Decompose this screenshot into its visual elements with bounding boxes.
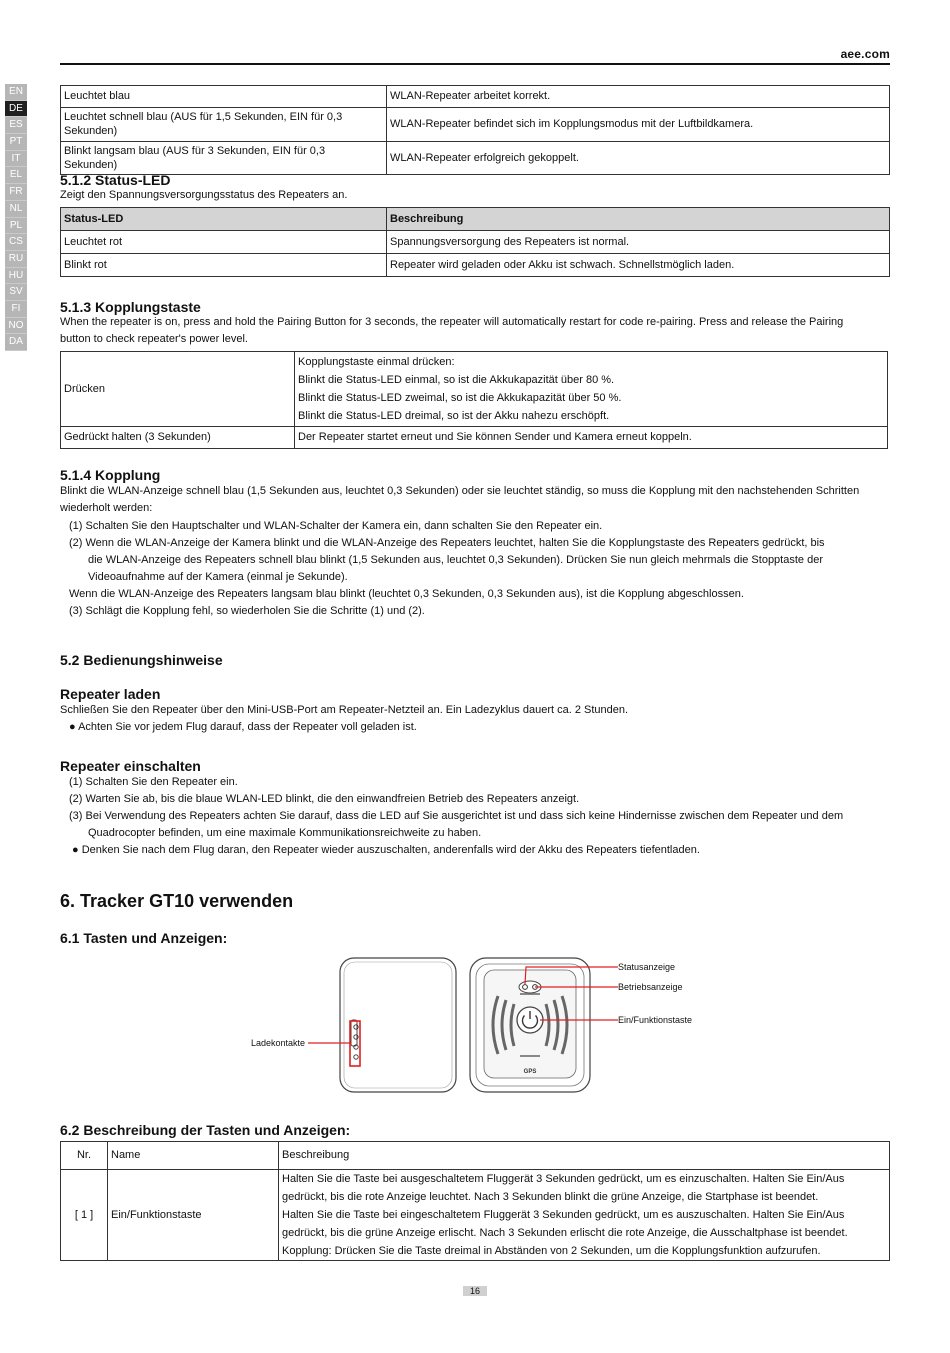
table-row: [61, 231, 890, 254]
table-cell: Gedrückt halten (3 Sekunden): [61, 427, 295, 449]
lang-tab-de[interactable]: DE: [5, 101, 27, 118]
table-row: [61, 141, 890, 175]
charging-body: [60, 702, 900, 736]
table-row: [61, 352, 888, 427]
status-indicator-label: Statusanzeige: [618, 962, 676, 972]
text-line: When the repeater is on, press and hold the Pairing Button for 3 seconds, the repeater will automatically restart for code re-pairing. Press and release the Pairing: [60, 316, 844, 328]
section-title-6-1: 6.1 Tasten und Anzeigen:: [60, 930, 228, 946]
step-3-cont: Quadrocopter befinden, um eine maximale Kommunikationsreichweite zu haben.: [88, 827, 482, 839]
lang-tab-el[interactable]: EL: [5, 167, 27, 184]
step-2-cont: Videoaufnahme auf der Kamera (einmal je Sekunde).: [88, 571, 348, 583]
table-cell: WLAN-Repeater befindet sich im Kopplungsmodus mit der Luftbildkamera.: [387, 108, 890, 142]
text-line: button to check repeater's power level.: [60, 333, 248, 345]
tracker-diagram: [230, 952, 710, 1100]
bullet-item: ● Denken Sie nach dem Flug daran, den Repeater wieder auszuschalten, anderenfalls wird der Akku des Repeaters tiefentladen.: [72, 844, 700, 856]
table-cell: Leuchtet blau: [61, 86, 387, 108]
table-row: [61, 1170, 890, 1261]
table-cell: Repeater wird geladen oder Akku ist schwach. Schnellstmöglich laden.: [387, 254, 890, 277]
lang-tab-fr[interactable]: FR: [5, 184, 27, 201]
text-line: Blinkt die WLAN-Anzeige schnell blau (1,5 Sekunden aus, leuchtet 0,3 Sekunden) oder sie leuchtet ständig, so muss die Kopplung mit den nachstehenden Schritten: [60, 485, 860, 497]
text-line: Blinkt die Status-LED einmal, so ist die Akkukapazität über 80 %.: [298, 374, 615, 386]
column-header: Nr.: [61, 1142, 108, 1170]
lang-tab-hu[interactable]: HU: [5, 268, 27, 285]
step-2: (2) Warten Sie ab, bis die blaue WLAN-LED blinkt, die den einwandfreien Betrieb des Repeaters anzeigt.: [69, 793, 580, 805]
text-line: Kopplungstaste einmal drücken:: [298, 356, 455, 368]
power-on-body: [60, 774, 900, 859]
buttons-table: [60, 1141, 890, 1261]
table-header-row: [61, 208, 890, 231]
column-header: Beschreibung: [387, 208, 890, 231]
section-intro: Zeigt den Spannungsversorgungsstatus des Repeaters an.: [60, 189, 348, 201]
step-3: (3) Schlägt die Kopplung fehl, so wiederholen Sie die Schritte (1) und (2).: [69, 605, 425, 617]
power-button-label: Ein/Funktionstaste: [618, 1015, 693, 1025]
section-title-5-1-2: 5.1.2 Status-LED: [60, 172, 171, 188]
table-cell: Leuchtet schnell blau (AUS für 1,5 Sekunden, EIN für 0,3 Sekunden): [61, 108, 387, 142]
lang-tab-sv[interactable]: SV: [5, 284, 27, 301]
lang-tab-pt[interactable]: PT: [5, 134, 27, 151]
chapter-title-6: 6. Tracker GT10 verwenden: [60, 891, 294, 911]
column-header: Name: [108, 1142, 279, 1170]
lang-tab-it[interactable]: IT: [5, 151, 27, 168]
header-rule: [60, 63, 890, 65]
table-cell: Blinkt langsam blau (AUS für 3 Sekunden, EIN für 0,3 Sekunden): [61, 141, 387, 175]
wifi-led-table: [60, 85, 890, 175]
lang-tab-pl[interactable]: PL: [5, 218, 27, 235]
table-cell: Drücken: [61, 352, 295, 427]
pairing-note: Wenn die WLAN-Anzeige des Repeaters langsam blau blinkt (leuchtet 0,3 Sekunden, 0,3 Sekunden aus), ist die Kopplung abgeschlossen.: [69, 588, 744, 600]
text-line: Kopplung: Drücken Sie die Taste dreimal in Abständen von 2 Sekunden, um die Kopplungsfunktion aufzurufen.: [282, 1245, 821, 1257]
lang-tab-nl[interactable]: NL: [5, 201, 27, 218]
operation-indicator-label: Betriebsanzeige: [618, 982, 683, 992]
language-tabs: [5, 84, 27, 351]
table-row: [61, 86, 890, 108]
pairing-button-table: [60, 351, 888, 449]
lang-tab-no[interactable]: NO: [5, 318, 27, 335]
text-line: Halten Sie die Taste bei eingeschaltetem Fluggerät 3 Sekunden gedrückt, um es auszuschalten. Halten Sie Ein/Aus: [282, 1209, 845, 1221]
table-cell: [295, 352, 888, 427]
section-title-5-1-3: 5.1.3 Kopplungstaste: [60, 299, 201, 315]
section-title-5-2: 5.2 Bedienungshinweise: [60, 652, 223, 668]
text-line: Halten Sie die Taste bei ausgeschaltetem Fluggerät 3 Sekunden gedrückt, um es einzuschalten. Halten Sie Ein/Aus: [282, 1173, 845, 1185]
status-led-table: [60, 207, 890, 277]
column-header: Beschreibung: [279, 1142, 890, 1170]
step-2: (2) Wenn die WLAN-Anzeige der Kamera blinkt und die WLAN-Anzeige des Repeaters leuchtet, halten Sie die Kopplungstaste des Repeaters gedrückt, bis: [69, 537, 825, 549]
subsection-title-power-on: Repeater einschalten: [60, 758, 201, 774]
table-row: [61, 108, 890, 142]
brand-name: aee.com: [840, 47, 890, 61]
lang-tab-es[interactable]: ES: [5, 117, 27, 134]
power-button-icon: [517, 1007, 543, 1033]
lang-tab-cs[interactable]: CS: [5, 234, 27, 251]
table-row: [61, 427, 888, 449]
section-title-5-1-4: 5.1.4 Kopplung: [60, 467, 161, 483]
table-cell: WLAN-Repeater erfolgreich gekoppelt.: [387, 141, 890, 175]
section-body: [60, 483, 900, 620]
subsection-title-charging: Repeater laden: [60, 686, 161, 702]
text-line: Schließen Sie den Repeater über den Mini-USB-Port am Repeater-Netzteil an. Ein Ladezyklus dauert ca. 2 Stunden.: [60, 704, 629, 716]
text-line: Blinkt die Status-LED zweimal, so ist die Akkukapazität über 50 %.: [298, 392, 622, 404]
section-intro: [60, 314, 900, 348]
text-line: gedrückt, bis die rote Anzeige leuchtet. Nach 3 Sekunden blinkt die grüne Anzeige, die Startphase ist beendet.: [282, 1191, 819, 1203]
gps-label: GPS: [523, 1069, 537, 1075]
step-1: (1) Schalten Sie den Repeater ein.: [69, 776, 238, 788]
table-cell: Spannungsversorgung des Repeaters ist normal.: [387, 231, 890, 254]
step-1: (1) Schalten Sie den Hauptschalter und WLAN-Schalter der Kamera ein, dann schalten Sie den Repeater ein.: [69, 520, 603, 532]
table-cell: Leuchtet rot: [61, 231, 387, 254]
section-title-6-2: 6.2 Beschreibung der Tasten und Anzeigen:: [60, 1122, 351, 1138]
table-cell: Blinkt rot: [61, 254, 387, 277]
tracker-illustration: [230, 952, 710, 1100]
lang-tab-da[interactable]: DA: [5, 334, 27, 351]
text-line: Blinkt die Status-LED dreimal, so ist der Akku nahezu erschöpft.: [298, 410, 610, 422]
step-2-cont: die WLAN-Anzeige des Repeaters schnell blau blinkt (1,5 Sekunden aus, leuchtet 0,3 Sekunden). Drücken Sie nun gleich mehrmals die Stopptaste der: [88, 554, 823, 566]
table-cell: [ 1 ]: [61, 1170, 108, 1261]
text-line: wiederholt werden:: [60, 502, 153, 514]
table-cell: Der Repeater startet erneut und Sie können Sender und Kamera erneut koppeln.: [295, 427, 888, 449]
lang-tab-ru[interactable]: RU: [5, 251, 27, 268]
contacts-label: Ladekontakte: [250, 1038, 305, 1048]
column-header: Status-LED: [61, 208, 387, 231]
page-number: 16: [463, 1286, 487, 1296]
lang-tab-fi[interactable]: FI: [5, 301, 27, 318]
text-line: gedrückt, bis die grüne Anzeige erlischt. Nach 3 Sekunden erlischt die rote Anzeige, die Ausschaltphase ist beendet.: [282, 1227, 848, 1239]
lang-tab-en[interactable]: EN: [5, 84, 27, 101]
step-3: (3) Bei Verwendung des Repeaters achten Sie darauf, dass die LED auf Sie ausgerichtet ist und dass sich keine Hindernisse zwischen dem Repeater und dem: [69, 810, 844, 822]
table-row: [61, 254, 890, 277]
table-cell: [279, 1170, 890, 1261]
table-header-row: [61, 1142, 890, 1170]
table-cell: Ein/Funktionstaste: [108, 1170, 279, 1261]
bullet-item: ● Achten Sie vor jedem Flug darauf, dass der Repeater voll geladen ist.: [69, 721, 417, 733]
table-cell: WLAN-Repeater arbeitet korrekt.: [387, 86, 890, 108]
